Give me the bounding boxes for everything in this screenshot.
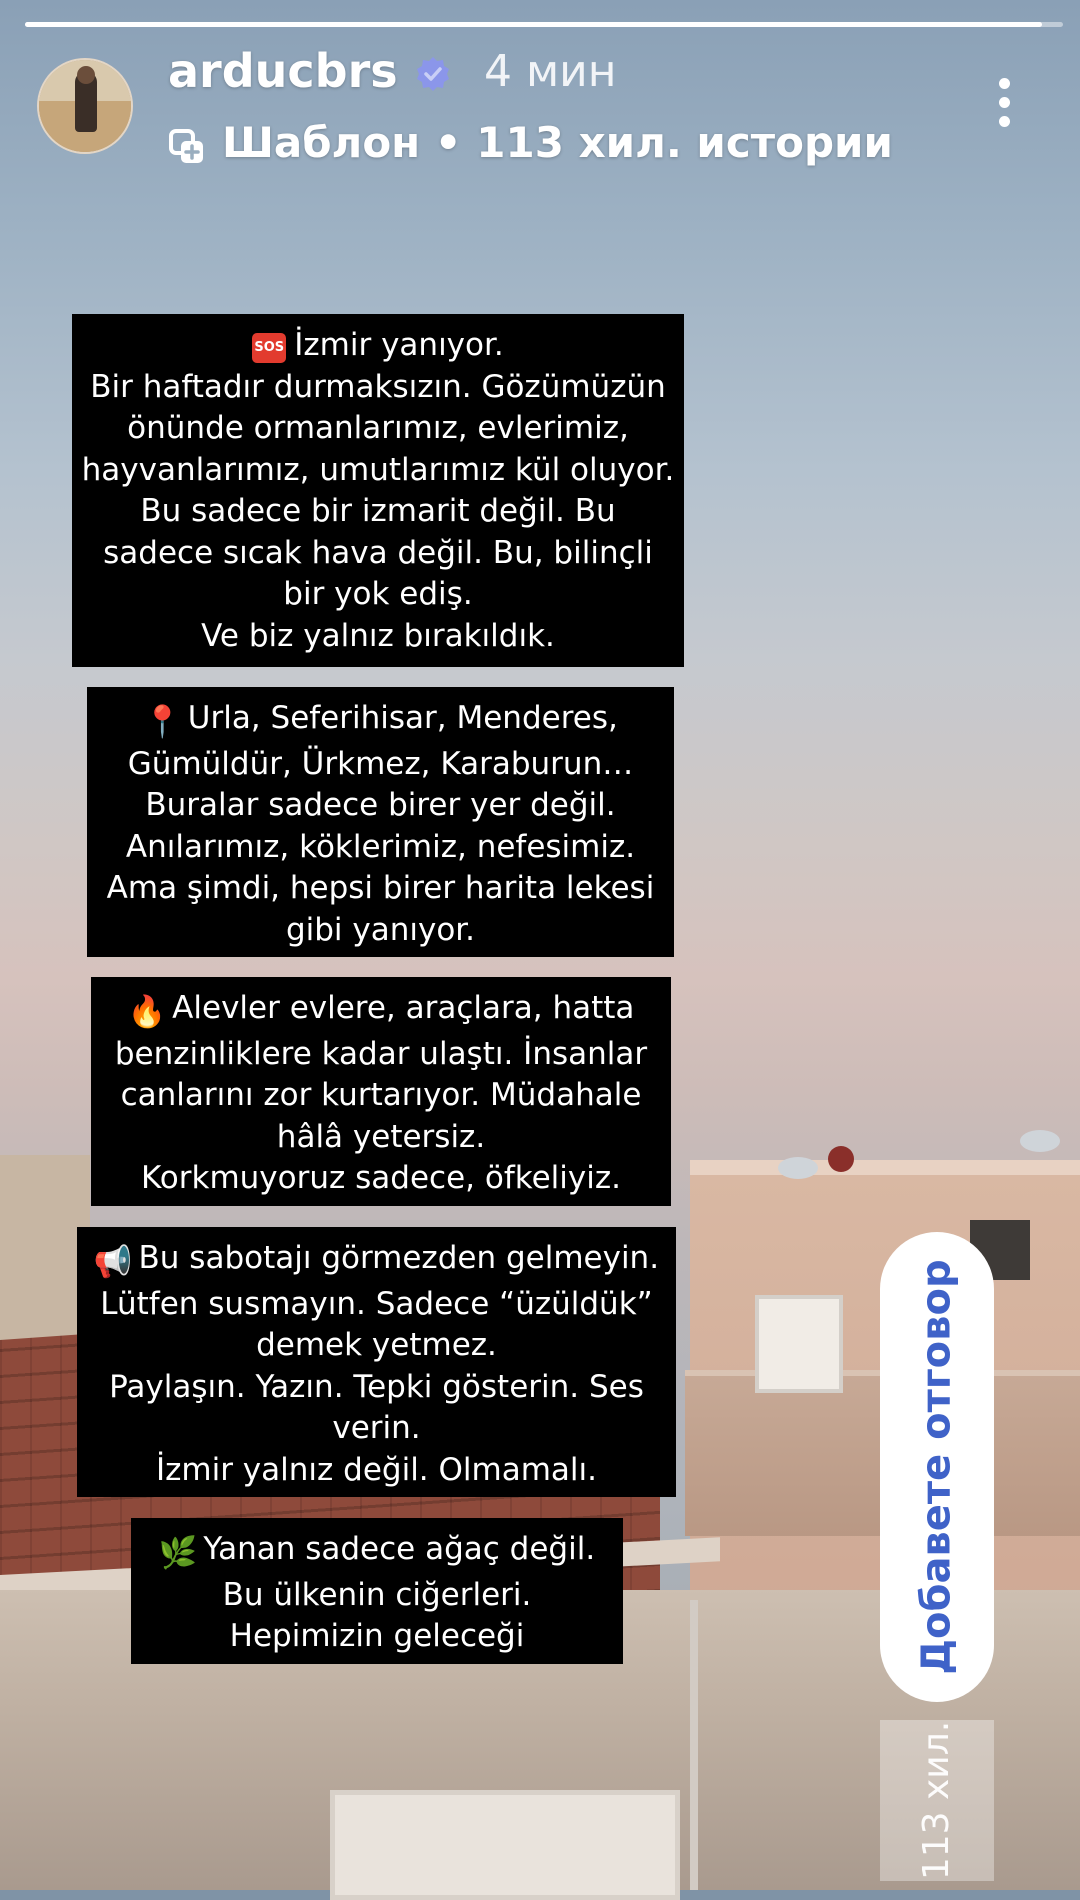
- story-text-line: [93, 785, 668, 827]
- story-text: Bir haftadır durmaksızın. Gözümüzün: [90, 368, 666, 405]
- story-text: canlarını zor kurtarıyor. Müdahale: [120, 1077, 642, 1113]
- roof-vent: [828, 1146, 854, 1172]
- story-text-line: [78, 616, 678, 658]
- story-text-line: [83, 1450, 670, 1492]
- story-text: Gümüldür, Ürkmez, Karaburun…: [127, 745, 634, 782]
- story-text-box: [72, 314, 684, 667]
- story-text: Hepimizin geleceği: [229, 1618, 525, 1654]
- front-window: [330, 1790, 680, 1900]
- satellite-dish: [1020, 1130, 1060, 1152]
- template-icon[interactable]: [168, 128, 206, 166]
- story-text: Bu sabotajı görmezden gelmeyin.: [138, 1240, 660, 1276]
- template-label[interactable]: Шаблон • 113 хил. истории: [222, 118, 893, 167]
- add-reply-label-wrap[interactable]: [880, 1232, 994, 1702]
- story-text-line: [93, 868, 668, 910]
- profile-avatar[interactable]: [37, 58, 133, 154]
- reply-count-strip[interactable]: [880, 1720, 994, 1881]
- reply-count: 113 хил.: [916, 1720, 958, 1881]
- story-text: sadece sıcak hava değil. Bu, bilinçli: [103, 534, 653, 571]
- drain-pipe: [690, 1600, 698, 1890]
- story-text-line: [78, 408, 678, 450]
- story-text: İzmir yanıyor.: [294, 327, 504, 363]
- story-text: Paylaşın. Yazın. Tepki gösterin. Ses: [109, 1368, 644, 1405]
- story-text: verin.: [332, 1410, 421, 1446]
- story-text-line: [78, 367, 678, 409]
- story-text-line: [78, 574, 678, 616]
- story-text-line: [78, 533, 678, 575]
- story-text-line: [137, 1575, 617, 1617]
- emoji-icon: 📍: [143, 704, 182, 740]
- story-text-line: [83, 1367, 670, 1409]
- story-text-line: [137, 1616, 617, 1658]
- story-text: bir yok ediş.: [283, 576, 473, 612]
- story-text-line: [93, 744, 668, 786]
- story-text-box: [131, 1518, 623, 1664]
- sos-icon: SOS: [252, 333, 286, 363]
- story-text: Bu ülkenin ciğerleri.: [222, 1576, 532, 1613]
- story-text-line: [97, 1117, 665, 1159]
- emoji-icon: 📢: [93, 1244, 133, 1280]
- story-text-line: [93, 698, 668, 744]
- story-text: demek yetmez.: [256, 1327, 497, 1363]
- emoji-icon: 🌿: [158, 1535, 198, 1571]
- story-text-line: [97, 988, 665, 1034]
- story-text: Alevler evlere, araçlara, hatta: [172, 990, 635, 1026]
- story-text: Buralar sadece birer yer değil.: [145, 787, 616, 823]
- story-text: Urla, Seferihisar, Menderes,: [187, 700, 618, 736]
- story-text-box: [77, 1227, 676, 1497]
- story-text-box: [91, 977, 671, 1206]
- story-text: Yanan sadece ağaç değil.: [203, 1531, 596, 1567]
- story-text: hâlâ yetersiz.: [276, 1118, 486, 1155]
- balcony-window: [755, 1295, 843, 1393]
- story-text-line: [97, 1034, 665, 1076]
- story-text-line: [83, 1284, 670, 1326]
- story-text: Lütfen susmayın. Sadece “üzüldük”: [100, 1285, 653, 1322]
- story-text-line: [97, 1158, 665, 1200]
- story-text-line: [137, 1529, 617, 1575]
- story-text: Anılarımız, köklerimiz, nefesimiz.: [125, 828, 636, 865]
- post-time: 4 мин: [484, 46, 617, 97]
- story-text-line: [93, 910, 668, 952]
- story-text-line: [83, 1325, 670, 1367]
- story-text: Korkmuyoruz sadece, öfkeliyiz.: [141, 1160, 621, 1196]
- story-text: Bu sadece bir izmarit değil. Bu: [140, 493, 616, 529]
- story-text: gibi yanıyor.: [285, 911, 476, 948]
- story-text: benzinliklere kadar ulaştı. İnsanlar: [114, 1035, 648, 1072]
- story-text: Ve biz yalnız bırakıldık.: [201, 617, 555, 654]
- story-progress-fill: [25, 22, 1042, 27]
- story-text: hayvanlarımız, umutlarımız kül oluyor.: [81, 451, 675, 488]
- emoji-icon: 🔥: [127, 994, 167, 1030]
- story-text-line: [83, 1238, 670, 1284]
- story-text-line: [97, 1075, 665, 1117]
- story-text-line: [78, 325, 678, 367]
- story-text-line: [83, 1408, 670, 1450]
- story-text-line: [93, 827, 668, 869]
- story-text: İzmir yalnız değil. Olmamalı.: [155, 1451, 597, 1488]
- story-text: önünde ormanlarımız, evlerimiz,: [127, 410, 629, 446]
- story-text: Ama şimdi, hepsi birer harita lekesi: [106, 870, 655, 906]
- more-vertical-icon[interactable]: [996, 78, 1012, 128]
- story-progress-bar: [25, 22, 1063, 27]
- username[interactable]: arducbrs: [168, 44, 398, 98]
- story-text-line: [78, 491, 678, 533]
- add-reply-label[interactable]: Добавете отговор: [914, 1259, 960, 1675]
- story-text-line: [78, 450, 678, 492]
- verified-badge-icon: [415, 56, 451, 92]
- satellite-dish: [778, 1157, 818, 1179]
- story-text-box: [87, 687, 674, 957]
